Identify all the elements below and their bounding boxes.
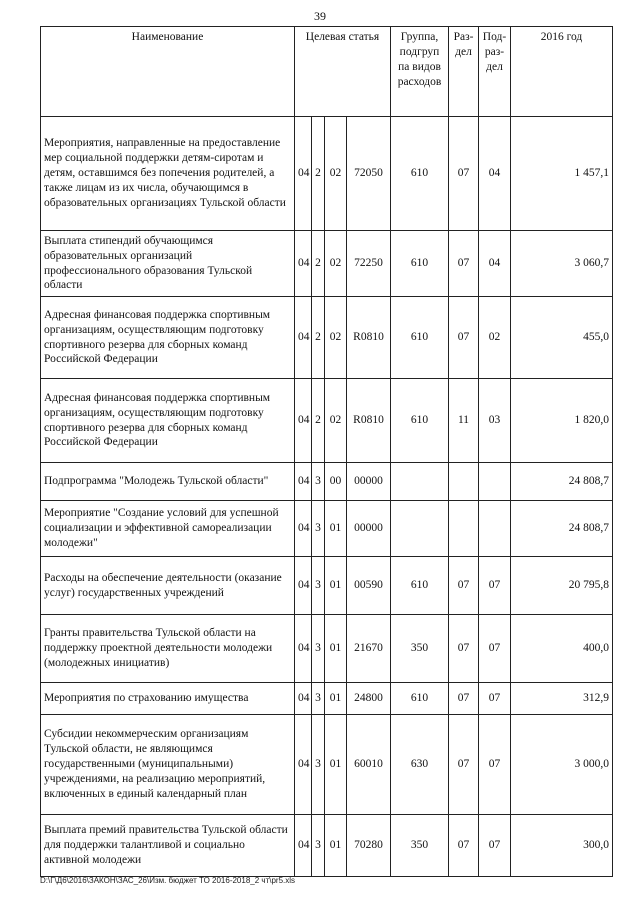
target-direction: 24800 — [347, 683, 391, 715]
expense-group: 630 — [391, 715, 449, 815]
header-expense-group: Группа, подгруп па видов расходов — [391, 27, 449, 117]
target-program: 04 — [295, 501, 312, 557]
target-measure: 02 — [325, 379, 347, 463]
target-subprogram: 3 — [312, 815, 325, 877]
target-program: 04 — [295, 463, 312, 501]
expense-group: 610 — [391, 557, 449, 615]
table-row — [41, 501, 613, 557]
section — [449, 463, 479, 501]
subsection: 07 — [479, 615, 511, 683]
row-name: Гранты правительства Тульской области на поддержку проектной деятельности молодежи (молодежных инициатив) — [41, 615, 295, 683]
subsection — [479, 463, 511, 501]
table-row — [41, 557, 613, 615]
target-subprogram: 3 — [312, 683, 325, 715]
target-program: 04 — [295, 231, 312, 297]
subsection — [479, 501, 511, 557]
subsection: 03 — [479, 379, 511, 463]
amount-2016: 24 808,7 — [511, 463, 613, 501]
table-row — [41, 297, 613, 379]
target-direction: R0810 — [347, 379, 391, 463]
expense-group: 610 — [391, 297, 449, 379]
subsection: 07 — [479, 683, 511, 715]
target-direction: 70280 — [347, 815, 391, 877]
amount-2016: 3 060,7 — [511, 231, 613, 297]
target-direction: 21670 — [347, 615, 391, 683]
header-name: Наименование — [41, 27, 295, 117]
section: 07 — [449, 815, 479, 877]
budget-table — [40, 26, 613, 877]
target-subprogram: 2 — [312, 231, 325, 297]
target-direction: 00000 — [347, 501, 391, 557]
subsection: 07 — [479, 715, 511, 815]
header-subsection: Под- раз- дел — [479, 27, 511, 117]
target-program: 04 — [295, 715, 312, 815]
target-direction: 00590 — [347, 557, 391, 615]
row-name: Мероприятие "Создание условий для успешной социализации и эффективной самореализации молодежи" — [41, 501, 295, 557]
table-row — [41, 615, 613, 683]
target-program: 04 — [295, 379, 312, 463]
target-measure: 01 — [325, 557, 347, 615]
row-name: Подпрограмма "Молодежь Тульской области" — [41, 463, 295, 501]
target-direction: R0810 — [347, 297, 391, 379]
table-row — [41, 715, 613, 815]
row-name: Расходы на обеспечение деятельности (оказание услуг) государственных учреждений — [41, 557, 295, 615]
target-program: 04 — [295, 683, 312, 715]
target-direction: 00000 — [347, 463, 391, 501]
amount-2016: 300,0 — [511, 815, 613, 877]
file-path-footer: D:\Г\Д6\2016\ЗАКОН\ЗАС_26\Изм. бюджет ТО 2016-2018_2 чт\pr5.xls — [40, 876, 296, 885]
target-subprogram: 2 — [312, 379, 325, 463]
target-measure: 02 — [325, 117, 347, 231]
row-name: Субсидии некоммерческим организациям Тульской области, не являющимся государственными (муниципальными) учреждениями, на реализацию мероприятий, включенных в единый календарный план — [41, 715, 295, 815]
table-row — [41, 379, 613, 463]
target-subprogram: 2 — [312, 297, 325, 379]
target-subprogram: 2 — [312, 117, 325, 231]
section: 07 — [449, 117, 479, 231]
amount-2016: 1 457,1 — [511, 117, 613, 231]
expense-group — [391, 463, 449, 501]
table-row — [41, 815, 613, 877]
table-row — [41, 117, 613, 231]
expense-group: 610 — [391, 379, 449, 463]
target-direction: 72050 — [347, 117, 391, 231]
subsection: 04 — [479, 231, 511, 297]
row-name: Адресная финансовая поддержка спортивным организациям, осуществляющим подготовку спортивного резерва для сборных команд Российской Федерации — [41, 297, 295, 379]
header-target-article: Целевая статья — [295, 27, 391, 117]
section: 07 — [449, 715, 479, 815]
amount-2016: 20 795,8 — [511, 557, 613, 615]
subsection: 07 — [479, 557, 511, 615]
section: 07 — [449, 557, 479, 615]
expense-group: 350 — [391, 615, 449, 683]
row-name: Мероприятия по страхованию имущества — [41, 683, 295, 715]
row-name: Выплата стипендий обучающимся образовательных организаций профессионального образования Тульской области — [41, 231, 295, 297]
target-subprogram: 3 — [312, 501, 325, 557]
expense-group: 610 — [391, 117, 449, 231]
expense-group: 610 — [391, 683, 449, 715]
target-measure: 01 — [325, 615, 347, 683]
page-number: 39 — [314, 9, 326, 23]
target-program: 04 — [295, 117, 312, 231]
target-measure: 02 — [325, 231, 347, 297]
expense-group: 350 — [391, 815, 449, 877]
row-name: Адресная финансовая поддержка спортивным организациям, осуществляющим подготовку спортивного резерва для сборных команд Российской Федерации — [41, 379, 295, 463]
target-program: 04 — [295, 615, 312, 683]
expense-group — [391, 501, 449, 557]
table-row — [41, 231, 613, 297]
target-measure: 01 — [325, 815, 347, 877]
target-direction: 72250 — [347, 231, 391, 297]
target-measure: 01 — [325, 715, 347, 815]
header-year: 2016 год — [511, 27, 613, 117]
subsection: 02 — [479, 297, 511, 379]
subsection: 07 — [479, 815, 511, 877]
target-program: 04 — [295, 815, 312, 877]
header-section: Раз- дел — [449, 27, 479, 117]
section: 07 — [449, 231, 479, 297]
target-measure: 02 — [325, 297, 347, 379]
table-header-row — [41, 27, 613, 117]
section: 07 — [449, 683, 479, 715]
subsection: 04 — [479, 117, 511, 231]
section: 07 — [449, 615, 479, 683]
section — [449, 501, 479, 557]
target-program: 04 — [295, 557, 312, 615]
target-program: 04 — [295, 297, 312, 379]
target-subprogram: 3 — [312, 463, 325, 501]
amount-2016: 3 000,0 — [511, 715, 613, 815]
target-subprogram: 3 — [312, 557, 325, 615]
target-subprogram: 3 — [312, 715, 325, 815]
amount-2016: 312,9 — [511, 683, 613, 715]
amount-2016: 400,0 — [511, 615, 613, 683]
target-measure: 01 — [325, 683, 347, 715]
target-measure: 01 — [325, 501, 347, 557]
table-row — [41, 683, 613, 715]
table-body — [41, 117, 613, 877]
expense-group: 610 — [391, 231, 449, 297]
section: 11 — [449, 379, 479, 463]
section: 07 — [449, 297, 479, 379]
target-direction: 60010 — [347, 715, 391, 815]
amount-2016: 1 820,0 — [511, 379, 613, 463]
amount-2016: 24 808,7 — [511, 501, 613, 557]
table-row — [41, 463, 613, 501]
target-measure: 00 — [325, 463, 347, 501]
row-name: Выплата премий правительства Тульской области для поддержки талантливой и социально активной молодежи — [41, 815, 295, 877]
row-name: Мероприятия, направленные на предоставление мер социальной поддержки детям-сиротам и детям, оставшимся без попечения родителей, а также лицам из их числа, обучающимся в образовательных организациях Тульской области — [41, 117, 295, 231]
amount-2016: 455,0 — [511, 297, 613, 379]
target-subprogram: 3 — [312, 615, 325, 683]
